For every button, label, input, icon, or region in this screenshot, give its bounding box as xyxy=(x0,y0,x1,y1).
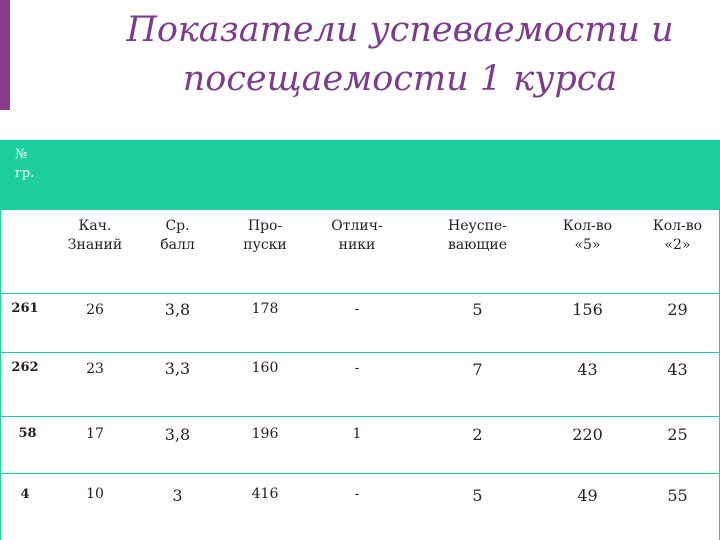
cell-kach: 23 xyxy=(86,361,104,377)
header-otlichniki: Отлич- ники xyxy=(331,218,383,253)
cell-sr-ball: 3 xyxy=(172,486,183,505)
cell-kach: 10 xyxy=(86,486,104,502)
group-header-line-1: № xyxy=(15,147,28,162)
row-divider xyxy=(0,473,720,474)
cell-kach: 26 xyxy=(86,302,104,318)
cell-otlichniki: - xyxy=(354,301,360,317)
cell-neuspevayushchie: 5 xyxy=(472,486,483,505)
title-line-2: посещаемости 1 курса xyxy=(182,59,618,99)
cell-kolvo-5: 220 xyxy=(572,425,603,444)
cell-propuski: 196 xyxy=(251,426,279,442)
cell-propuski: 178 xyxy=(251,301,279,317)
cell-sr-ball: 3,3 xyxy=(164,359,191,378)
table-header-band xyxy=(0,140,720,210)
cell-kolvo-2: 55 xyxy=(667,486,688,505)
cell-kolvo-5: 43 xyxy=(577,360,598,379)
header-neuspevayushchie: Неуспе- вающие xyxy=(447,218,508,253)
cell-kolvo-2: 29 xyxy=(667,300,688,319)
cell-neuspevayushchie: 7 xyxy=(472,360,483,379)
cell-group: 262 xyxy=(11,360,39,375)
header-propuski: Про- пуски xyxy=(243,218,287,253)
cell-propuski: 160 xyxy=(251,360,279,376)
cell-sr-ball: 3,8 xyxy=(164,300,191,319)
cell-group: 261 xyxy=(11,301,39,316)
cell-neuspevayushchie: 5 xyxy=(472,300,483,319)
header-kach-znaniy: Кач. Знаний xyxy=(67,218,123,253)
header-kolvo-2: Кол-во «2» xyxy=(652,218,703,253)
group-number-header xyxy=(15,145,34,183)
cell-kolvo-5: 156 xyxy=(572,300,603,319)
cell-propuski: 416 xyxy=(251,486,279,502)
cell-sr-ball: 3,8 xyxy=(164,425,191,444)
group-header-line-2: гр. xyxy=(15,166,35,181)
cell-neuspevayushchie: 2 xyxy=(472,425,483,444)
row-divider xyxy=(0,352,720,353)
cell-group: 58 xyxy=(18,426,37,441)
header-kolvo-5: Кол-во «5» xyxy=(562,218,613,253)
cell-otlichniki: - xyxy=(354,486,360,502)
cell-kach: 17 xyxy=(86,426,104,442)
title-line-1: Показатели успеваемости и xyxy=(126,10,674,50)
slide-title xyxy=(80,6,720,104)
header-sr-ball: Ср. балл xyxy=(160,218,195,253)
cell-otlichniki: - xyxy=(354,360,360,376)
row-divider xyxy=(0,416,720,417)
cell-otlichniki: 1 xyxy=(352,426,362,442)
cell-kolvo-2: 43 xyxy=(667,360,688,379)
cell-group: 4 xyxy=(20,487,30,502)
accent-bar xyxy=(0,0,10,110)
cell-kolvo-2: 25 xyxy=(667,425,688,444)
row-divider xyxy=(0,293,720,294)
cell-kolvo-5: 49 xyxy=(577,486,598,505)
